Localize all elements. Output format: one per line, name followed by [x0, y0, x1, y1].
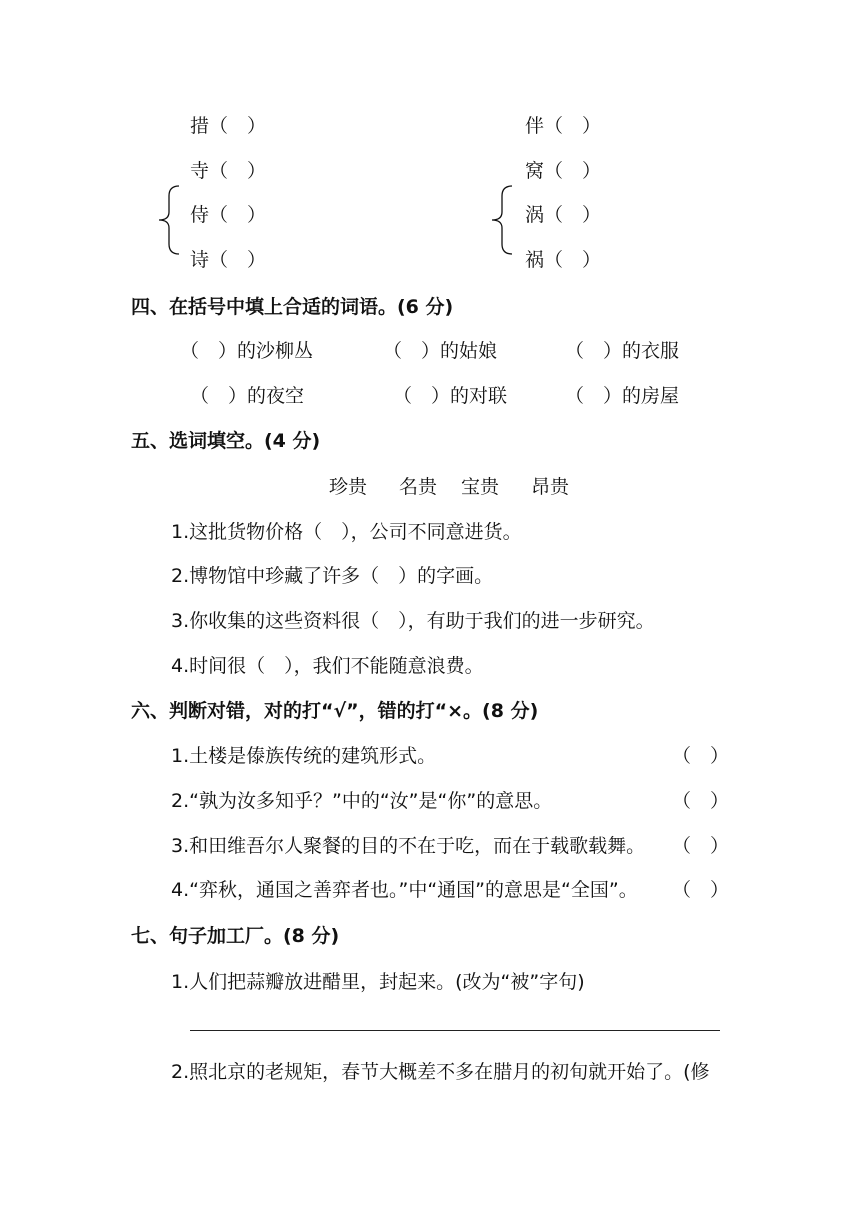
word-choice: 宝贵: [461, 476, 500, 498]
section7-title: 七、句子加工厂。(8 分): [131, 925, 340, 947]
answer-line: [190, 1030, 720, 1031]
brace-left-group: [155, 184, 183, 256]
fill-phrase: （ ）的对联: [393, 385, 508, 407]
brace-right-group: [488, 184, 516, 256]
question-item: 3.你收集的这些资料很（ ），有助于我们的进一步研究。: [171, 610, 655, 632]
char-item-si: 寺（ ）: [190, 160, 267, 182]
judge-item: 1.土楼是傣族传统的建筑形式。: [171, 745, 437, 767]
word-choice: 名贵: [399, 476, 438, 498]
rewrite-item: 2.照北京的老规矩，春节大概差不多在腊月的初旬就开始了。(修: [171, 1061, 710, 1083]
section5-title: 五、选词填空。(4 分): [131, 430, 321, 452]
char-item-wo: 窝（ ）: [525, 160, 602, 182]
word-choice: 昂贵: [531, 476, 570, 498]
rewrite-item: 1.人们把蒜瓣放进醋里，封起来。(改为“被”字句): [171, 971, 585, 993]
char-item-huo: 祸（ ）: [525, 249, 602, 271]
answer-blank: （ ）: [672, 745, 730, 767]
judge-item: 3.和田维吾尔人聚餐的目的不在于吃，而在于载歌载舞。: [171, 835, 646, 857]
char-item-shi: 侍（ ）: [190, 204, 267, 226]
section6-title: 六、判断对错，对的打“√”，错的打“×。(8 分): [131, 700, 539, 722]
char-item-ban: 伴（ ）: [525, 115, 602, 137]
question-item: 2.博物馆中珍藏了许多（ ）的字画。: [171, 565, 494, 587]
char-item-shi-poem: 诗（ ）: [190, 249, 267, 271]
char-item-wo-vortex: 涡（ ）: [525, 204, 602, 226]
fill-phrase: （ ）的姑娘: [383, 340, 498, 362]
char-item-cuo: 措（ ）: [190, 115, 267, 137]
word-choice: 珍贵: [329, 476, 368, 498]
judge-item: 4.“弈秋，通国之善弈者也。”中“通国”的意思是“全国”。: [171, 879, 638, 901]
fill-phrase: （ ）的衣服: [565, 340, 680, 362]
fill-phrase: （ ）的房屋: [565, 385, 680, 407]
question-item: 1.这批货物价格（ ），公司不同意进货。: [171, 521, 522, 543]
answer-blank: （ ）: [672, 790, 730, 812]
answer-blank: （ ）: [672, 879, 730, 901]
answer-blank: （ ）: [672, 835, 730, 857]
question-item: 4.时间很（ ），我们不能随意浪费。: [171, 655, 484, 677]
fill-phrase: （ ）的沙柳丛: [180, 340, 314, 362]
judge-item: 2.“孰为汝多知乎？”中的“汝”是“你”的意思。: [171, 790, 553, 812]
section4-title: 四、在括号中填上合适的词语。(6 分): [131, 296, 454, 318]
fill-phrase: （ ）的夜空: [190, 385, 305, 407]
